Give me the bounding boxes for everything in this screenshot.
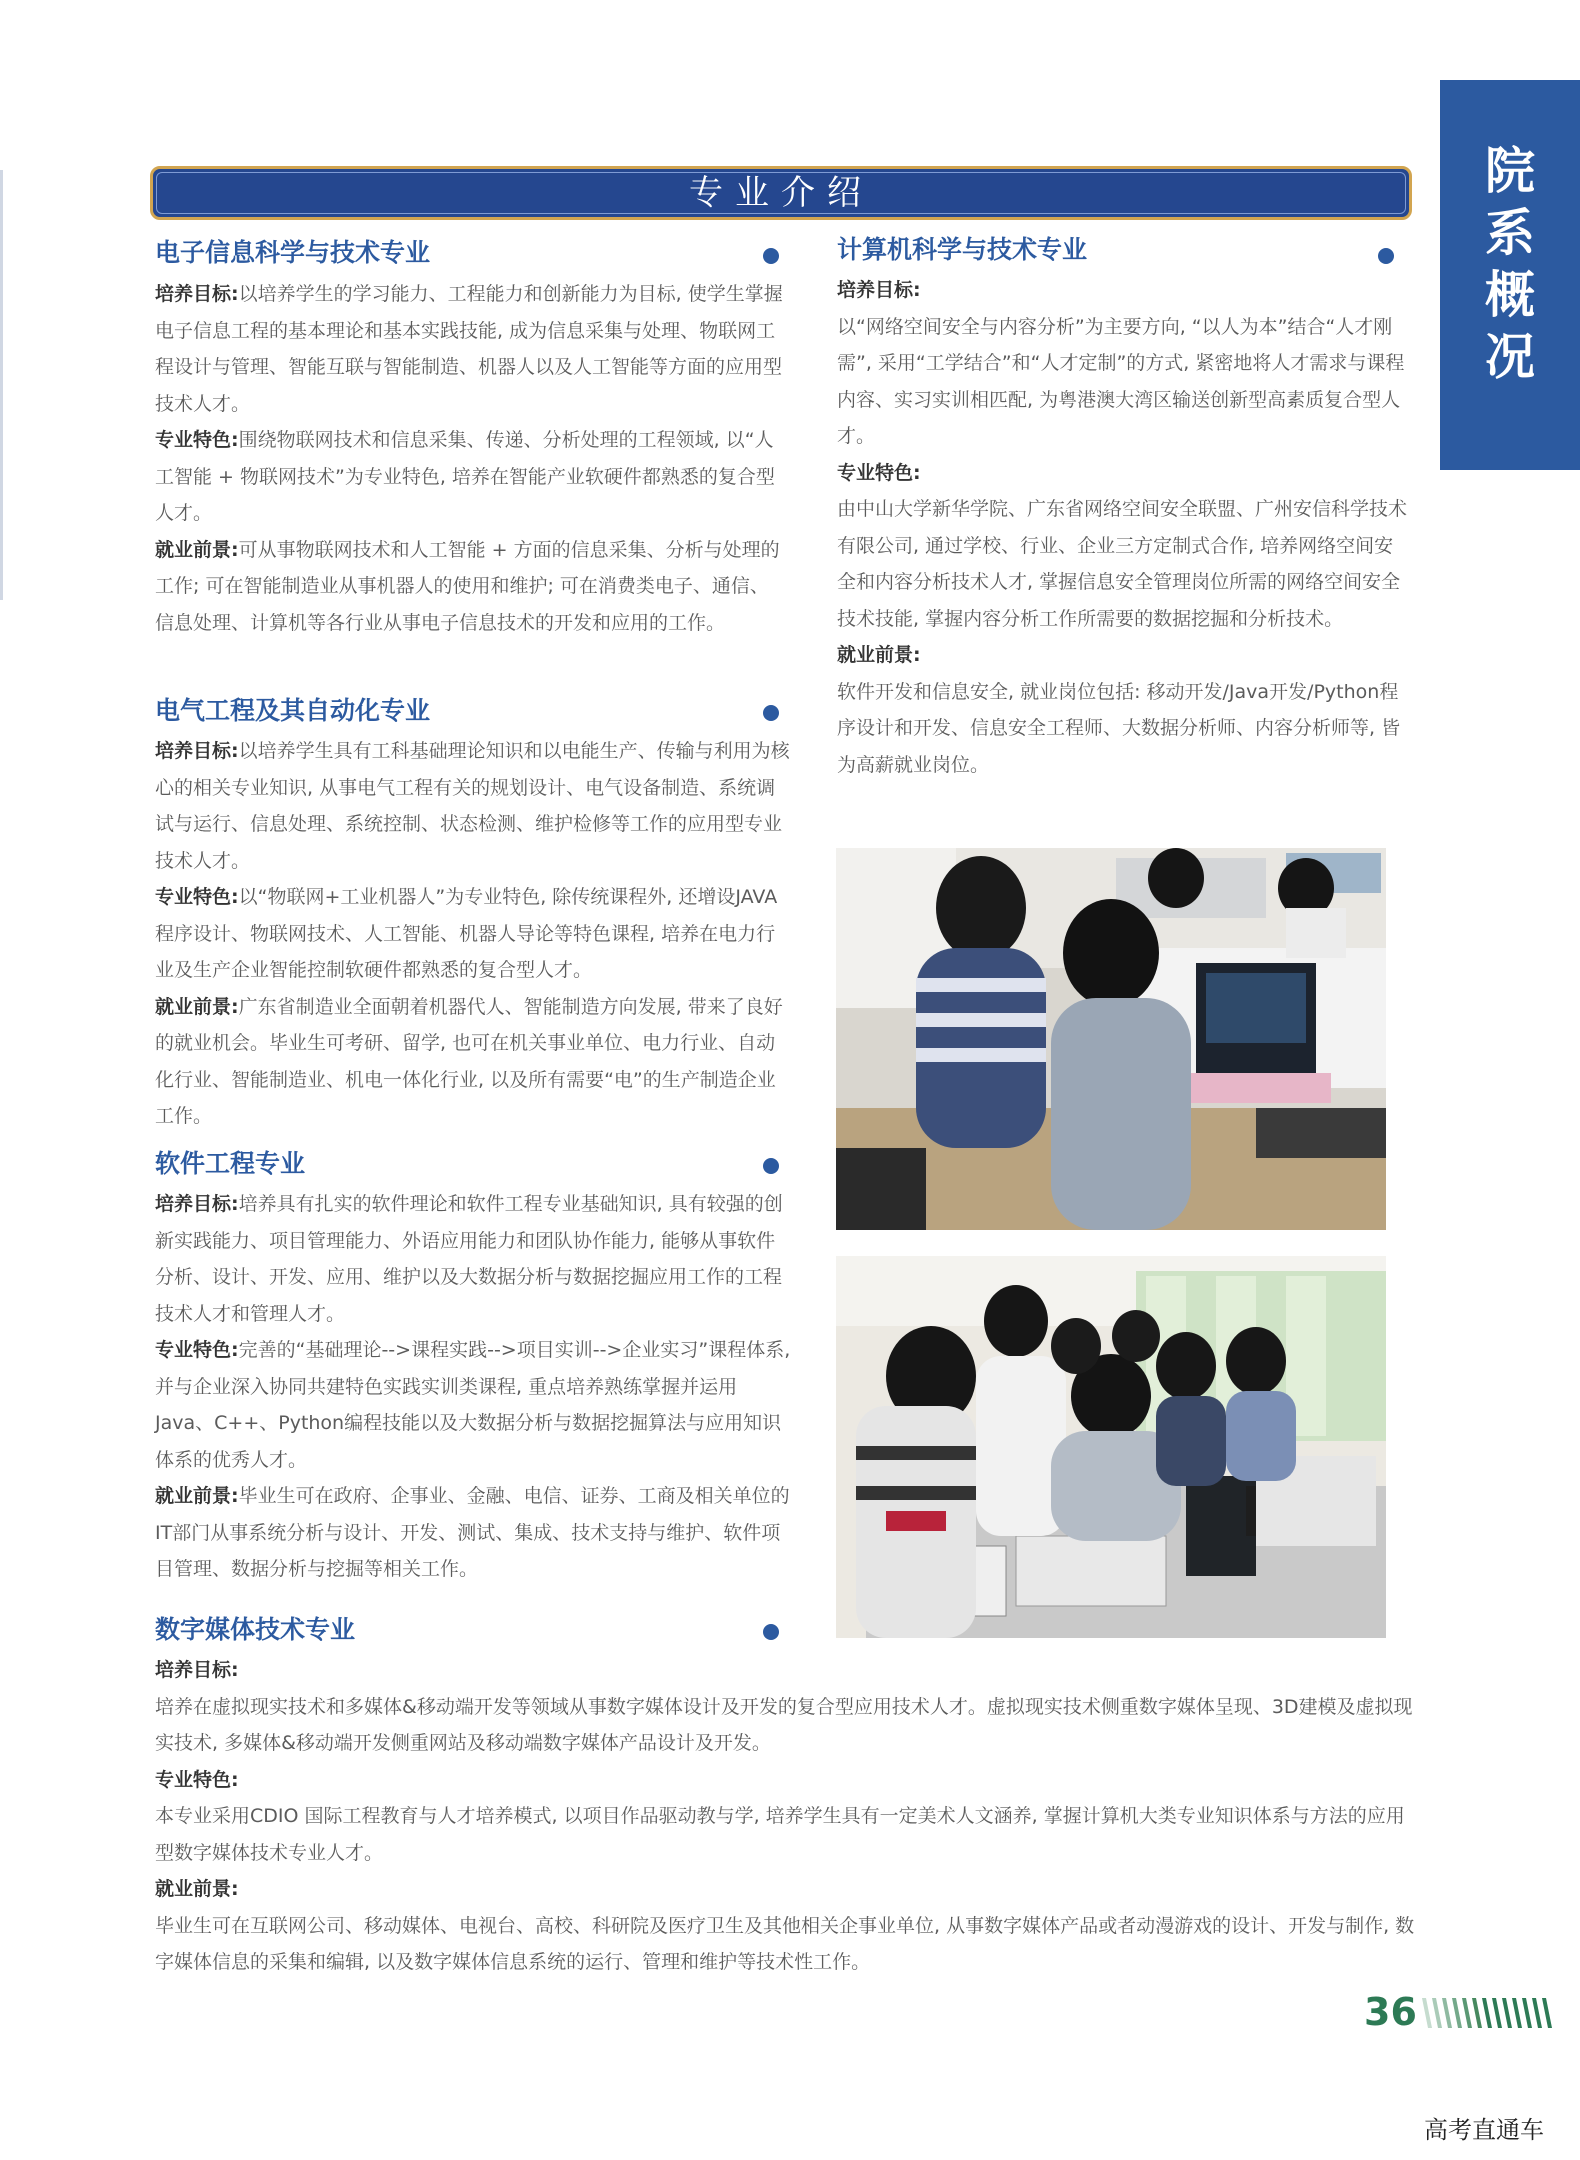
paragraph-feature: 专业特色:以“物联网+工业机器人”为专业特色, 除传统课程外, 还增设JAVA程序设计、物联网技术、人工智能、机器人导论等特色课程, 培养在电力行业及生产企业智能控制软硬件都熟悉的复合型人才。	[155, 886, 778, 981]
left-edge-rule	[0, 170, 3, 600]
label-feature: 专业特色:	[155, 1768, 239, 1791]
label-career: 就业前景:	[837, 644, 921, 666]
banner-title: 专业介绍	[689, 173, 873, 213]
bullet-dot-icon	[763, 1624, 779, 1640]
label-goal: 培养目标:	[837, 279, 921, 301]
heading-electronic-info: 电子信息科学与技术专业	[155, 238, 431, 267]
paragraph-career: 就业前景:可从事物联网技术和人工智能 + 方面的信息采集、分析与处理的工作; 可在智能制造业从事机器人的使用和维护; 可在消费类电子、通信、信息处理、计算机等各行业从事电子信息技术的开发和应用的工作。	[155, 538, 780, 634]
page-number: 36	[1364, 1990, 1417, 2034]
paragraph-goal: 培养目标:培养具有扎实的软件理论和软件工程专业基础知识, 具有较强的创新实践能力、项目管理能力、外语应用能力和团队协作能力, 能够从事软件分析、设计、开发、应用、维护以及大数据分析与数据挖掘应用工作的工程技术人才和管理人才。	[155, 1193, 783, 1325]
bullet-dot-icon	[1378, 248, 1394, 264]
electrical-eng-body	[155, 733, 793, 1135]
bullet-dot-icon	[763, 248, 779, 264]
label-goal: 培养目标:	[155, 1659, 239, 1681]
paragraph-career: 就业前景:毕业生可在政府、企事业、金融、电信、证券、工商及相关单位的IT部门从事系统分析与设计、开发、测试、集成、技术支持与维护、软件项目管理、数据分析与挖掘等相关工作。	[155, 1485, 790, 1580]
paragraph-goal: 培养在虚拟现实技术和多媒体&移动端开发等领域从事数字媒体设计及开发的复合型应用技术人才。虚拟现实技术侧重数字媒体呈现、3D建模及虚拟现实技术, 多媒体&移动端开发侧重网站及移动端数字媒体产品设计及开发。	[155, 1695, 1413, 1754]
label-feature: 专业特色:	[837, 461, 921, 484]
computer-science-body	[837, 272, 1407, 783]
heading-digital-media: 数字媒体技术专业	[155, 1615, 356, 1644]
paragraph-career: 就业前景:广东省制造业全面朝着机器代人、智能制造方向发展, 带来了良好的就业机会。毕业生可考研、留学, 也可在机关事业单位、电力行业、自动化行业、智能制造业、机电一体化行业, 以及所有需要“电”的生产制造企业工作。	[155, 995, 783, 1127]
heading-computer-science: 计算机科学与技术专业	[837, 235, 1088, 264]
section-banner	[150, 166, 1412, 220]
paragraph-goal: 培养目标:以培养学生的学习能力、工程能力和创新能力为目标, 使学生掌握电子信息工程的基本理论和基本实践技能, 成为信息采集与处理、物联网工程设计与管理、智能互联与智能制造、机器人以及人工智能等方面的应用型技术人才。	[155, 283, 783, 415]
software-eng-body	[155, 1186, 793, 1588]
photo-computer-lab	[836, 848, 1386, 1230]
heading-electrical-eng: 电气工程及其自动化专业	[155, 696, 431, 725]
paragraph-career: 毕业生可在互联网公司、移动媒体、电视台、高校、科研院及医疗卫生及其他相关企事业单位, 从事数字媒体产品或者动漫游戏的设计、开发与制作, 数字媒体信息的采集和编辑, 以及数字媒体信息系统的运行、管理和维护等技术性工作。	[155, 1914, 1415, 1973]
photo-electronics-lab	[836, 1256, 1386, 1638]
paragraph-feature: 由中山大学新华学院、广东省网络空间安全联盟、广州安信科学技术有限公司, 通过学校、行业、企业三方定制式合作, 培养网络空间安全和内容分析技术人才, 掌握信息安全管理岗位所需的网络空间安全技术技能, 掌握内容分析工作所需要的数据挖掘和分析技术。	[837, 498, 1408, 630]
paragraph-feature: 专业特色:围绕物联网技术和信息采集、传递、分析处理的工程领域, 以“人工智能 + 物联网技术”为专业特色, 培养在智能产业软硬件都熟悉的复合型人才。	[155, 429, 775, 524]
paragraph-feature: 本专业采用CDIO 国际工程教育与人才培养模式, 以项目作品驱动教与学, 培养学生具有一定美术人文涵养, 掌握计算机大类专业知识体系与方法的应用型数字媒体技术专业人才。	[155, 1805, 1405, 1864]
label-career: 就业前景:	[155, 1878, 239, 1900]
paragraph-goal: 以“网络空间安全与内容分析”为主要方向, “以人为本”结合“人才刚需”, 采用“工学结合”和“人才定制”的方式, 紧密地将人才需求与课程内容、实习实训相匹配, 为粤港澳大湾区输送创新型高素质复合型人才。	[837, 315, 1405, 447]
electronic-info-body	[155, 276, 785, 641]
paragraph-career: 软件开发和信息安全, 就业岗位包括: 移动开发/Java开发/Python程序设计和开发、信息安全工程师、大数据分析师、内容分析师等, 皆为高薪就业岗位。	[837, 680, 1401, 776]
bullet-dot-icon	[763, 1158, 779, 1174]
side-tab-label: 院系概况	[1485, 141, 1535, 386]
heading-software-eng: 软件工程专业	[155, 1149, 306, 1178]
paragraph-goal: 培养目标:以培养学生具有工科基础理论知识和以电能生产、传输与利用为核心的相关专业知识, 从事电气工程有关的规划设计、电气设备制造、系统调试与运行、信息处理、系统控制、状态检测、维护检修等工作的应用型专业技术人才。	[155, 740, 790, 872]
bullet-dot-icon	[763, 705, 779, 721]
section-side-tab	[1440, 80, 1580, 470]
watermark-text: 高考直通车	[1424, 2116, 1544, 2144]
page-stripe-decoration	[1420, 1998, 1560, 2028]
digital-media-body	[155, 1652, 1415, 1981]
paragraph-feature: 专业特色:完善的“基础理论-->课程实践-->项目实训-->企业实习”课程体系, 并与企业深入协同共建特色实践实训类课程, 重点培养熟练掌握并运用Java、C++、Python编程技能以及大数据分析与数据挖掘算法与应用知识体系的优秀人才。	[155, 1339, 791, 1471]
